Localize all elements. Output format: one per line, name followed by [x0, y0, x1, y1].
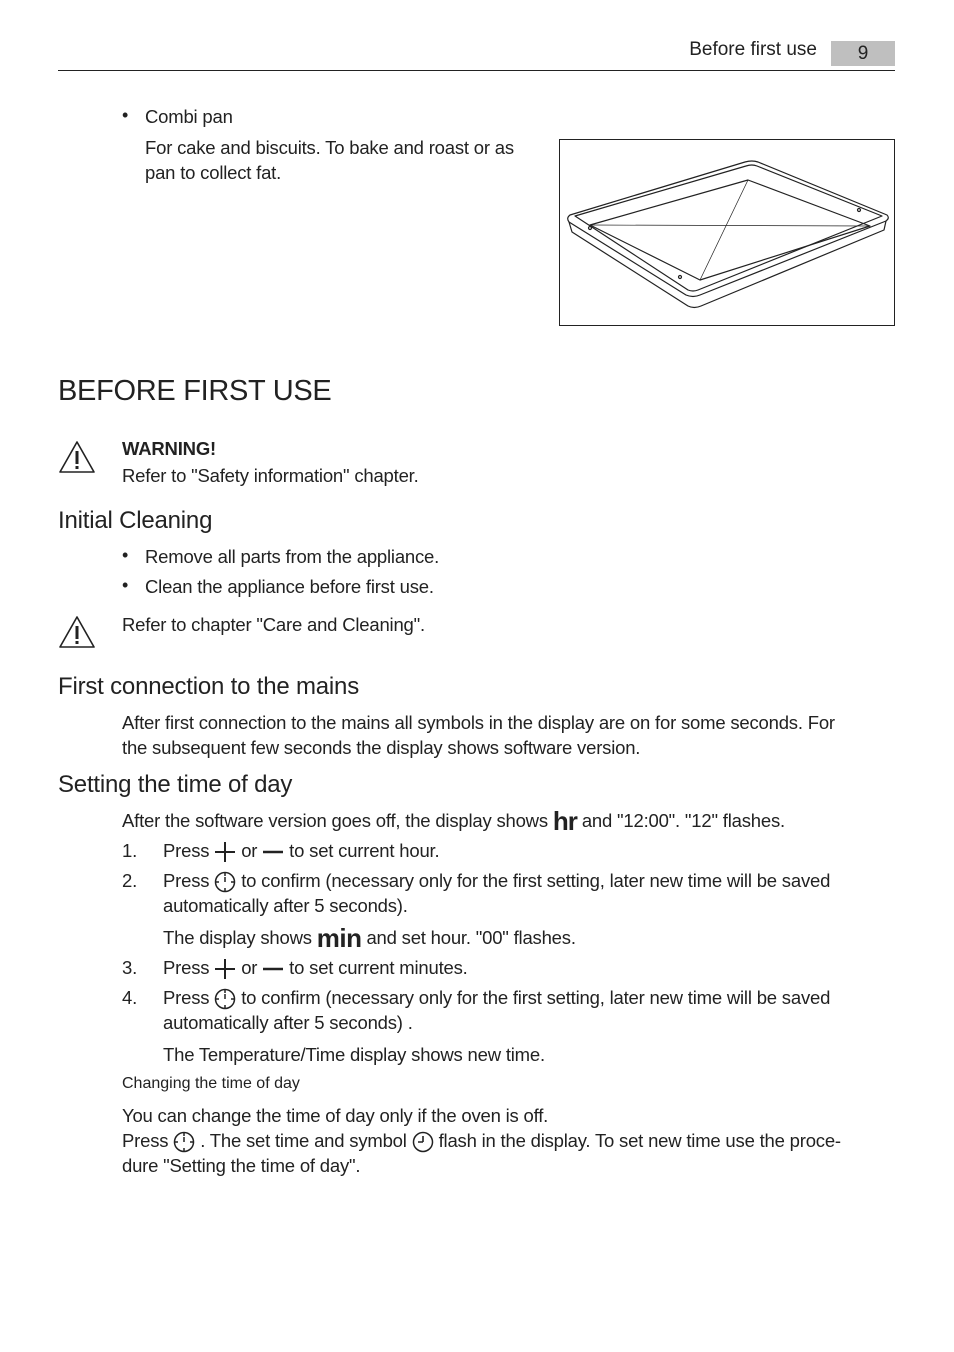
clock-button-icon: [173, 1131, 195, 1153]
change-mid: . The set time and symbol: [200, 1130, 407, 1151]
step-number: 3.: [122, 957, 138, 978]
initial-cleaning-heading: Initial Cleaning: [58, 507, 213, 534]
step-press: Press: [163, 840, 210, 861]
bullet-dot: •: [122, 575, 129, 595]
change-line-2: [122, 1128, 841, 1153]
combi-pan-desc-2: pan to collect fat.: [145, 162, 282, 183]
step-rest: to set current hour.: [289, 840, 440, 861]
hr-display-symbol: hr: [552, 806, 577, 836]
changing-subheading: Changing the time of day: [122, 1075, 300, 1092]
step-number: 4.: [122, 987, 138, 1008]
cleaning-item: Remove all parts from the appliance.: [145, 546, 440, 567]
combi-pan-label: Combi pan: [145, 106, 233, 127]
step-rest: to set current minutes.: [289, 957, 468, 978]
time-intro-after: and "12:00". "12" flashes.: [581, 810, 785, 831]
cleaning-item: Clean the appliance before first use.: [145, 576, 434, 597]
combi-pan-icon: [560, 140, 894, 325]
step-rest: to confirm (necessary only for the first setting, later new time will be saved: [241, 870, 831, 891]
warning-text: Refer to "Safety information" chapter.: [122, 465, 419, 486]
minus-icon: [262, 958, 284, 980]
step-3: [163, 955, 468, 980]
display-before: The display shows: [163, 927, 312, 948]
step-4-line2: automatically after 5 seconds) .: [163, 1012, 413, 1033]
minus-icon: [262, 841, 284, 863]
step-press: Press: [163, 987, 210, 1008]
new-time-text: The Temperature/Time display shows new time.: [163, 1044, 545, 1065]
warning-icon: [58, 439, 96, 480]
clock-button-icon: [214, 988, 236, 1010]
plus-icon: [214, 958, 236, 980]
warning-icon: [58, 614, 96, 655]
warning-title: WARNING!: [122, 438, 216, 459]
cleaning-note: Refer to chapter "Care and Cleaning".: [122, 614, 425, 635]
step-press: Press: [163, 957, 210, 978]
first-connection-text-2: the subsequent few seconds the display shows software version.: [122, 737, 641, 758]
change-press: Press: [122, 1130, 169, 1151]
page-title: BEFORE FIRST USE: [58, 375, 332, 407]
first-connection-text-1: After first connection to the mains all symbols in the display are on for some seconds. For: [122, 712, 835, 733]
first-connection-heading: First connection to the mains: [58, 673, 360, 700]
step-2: [163, 868, 830, 893]
step-or: or: [241, 957, 258, 978]
clock-symbol-icon: [412, 1131, 434, 1153]
display-shows: [163, 925, 576, 951]
change-line-3: dure "Setting the time of day".: [122, 1155, 361, 1176]
time-of-day-heading: Setting the time of day: [58, 771, 293, 798]
combi-pan-desc-1: For cake and biscuits. To bake and roast or as: [145, 137, 514, 158]
step-4: [163, 985, 830, 1010]
step-or: or: [241, 840, 258, 861]
bullet-dot: •: [122, 545, 129, 565]
header-rule: [58, 70, 895, 71]
running-header: Before first use: [689, 39, 817, 60]
step-press: Press: [163, 870, 210, 891]
page-number: 9: [831, 41, 895, 66]
change-end: flash in the display. To set new time use the proce-: [438, 1130, 841, 1151]
display-after: and set hour. "00" flashes.: [366, 927, 576, 948]
min-display-symbol: min: [316, 923, 362, 953]
step-number: 1.: [122, 840, 138, 861]
step-1: [163, 838, 439, 863]
plus-icon: [214, 841, 236, 863]
time-intro: [122, 808, 785, 834]
combi-pan-illustration: [559, 139, 895, 326]
time-intro-before: After the software version goes off, the display shows: [122, 810, 548, 831]
bullet-dot: •: [122, 105, 129, 125]
step-rest: to confirm (necessary only for the first setting, later new time will be saved: [241, 987, 831, 1008]
clock-button-icon: [214, 871, 236, 893]
step-number: 2.: [122, 870, 138, 891]
step-2-line2: automatically after 5 seconds).: [163, 895, 408, 916]
change-line-1: You can change the time of day only if the oven is off.: [122, 1105, 549, 1126]
